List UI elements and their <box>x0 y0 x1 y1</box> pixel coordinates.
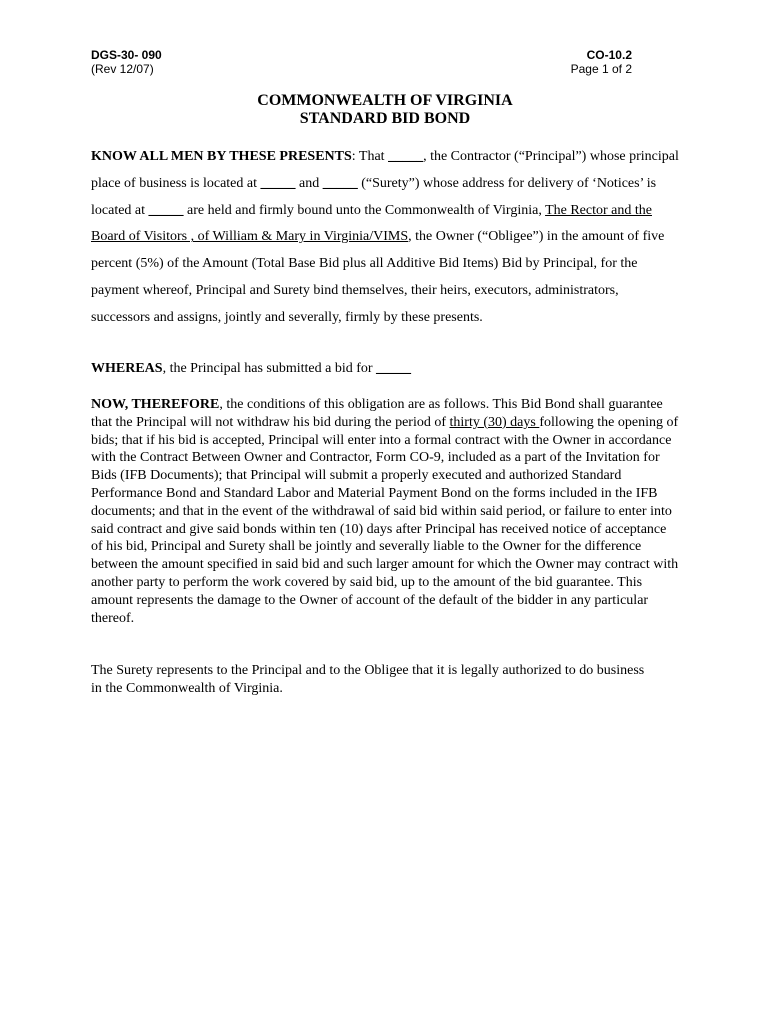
revision-date: (Rev 12/07) <box>91 62 154 76</box>
text-run: are held and firmly bound unto the Commonwealth of Virginia, <box>183 202 546 218</box>
bid-period: thirty (30) days <box>449 414 540 430</box>
surety-representation-paragraph: The Surety represents to the Principal and to the Obligee that it is legally authorized to do business in the Commonwealth of Virginia. <box>91 663 645 696</box>
paragraph-lead: WHEREAS <box>91 361 163 376</box>
document-title <box>0 92 770 128</box>
page-number: Page 1 of 2 <box>570 62 632 76</box>
now-therefore-paragraph <box>91 396 681 627</box>
bid-for-blank: _____ <box>376 361 412 376</box>
text-run: and <box>295 175 323 191</box>
header-right <box>571 48 632 76</box>
title-line-2: STANDARD BID BOND <box>299 110 471 127</box>
form-code: CO-10.2 <box>586 48 632 62</box>
text-run: , the Owner (“Obligee”) in the amount of five percent (5%) of the Amount (Total Base Bid plus all Additive Bid Items) Bid by Principal, for the payment whereof, Principal and Surety bind themselves, their heirs, executors, administrators, successors and assigns, jointly and severally, firmly by these presents. <box>91 229 665 325</box>
notices-address-blank: _____ <box>148 202 184 218</box>
text-run: , the Principal has submitted a bid for <box>162 361 377 376</box>
paragraph-lead: KNOW ALL MEN BY THESE PRESENTS <box>91 149 352 164</box>
title-line-1: COMMONWEALTH OF VIRGINIA <box>257 92 513 109</box>
principal-blank: _____ <box>388 149 424 164</box>
text-run: following the opening of bids; that if his bid is accepted, Principal will enter into a formal contract with the Owner in accordance with the Contract Between Owner and Contractor, Form CO-9, included as a part of the Invitation for Bids (IFB Documents); that Principal will submit a properly executed and authorized Standard Performance Bond and Standard Labor and Material Payment Bond on the forms included in the IFB documents; and that in the event of the withdrawal of said bid within said period, or failure to enter into said contract and give said bonds within ten (10) days after Principal has received notice of acceptance of his bid, Principal and Surety shall be jointly and severally liable to the Owner for the difference between the amount specified in said bid and such larger amount for which the Owner may contract with another party to perform the work covered by said bid, up to the amount of the bid guarantee. This amount represents the damage to the Owner of account of the default of the bidder in any particular thereof. <box>91 414 679 626</box>
paragraph-lead: NOW, THEREFORE <box>91 397 220 412</box>
text-run: , the conditions of this obligation are as follows. This Bid Bond shall guarantee that the Principal will not withdraw his bid during the period of <box>91 397 663 430</box>
header-left <box>91 48 162 76</box>
surety-blank: _____ <box>322 175 358 191</box>
form-number: DGS-30- 090 <box>91 48 162 62</box>
text-run: , the Contractor (“Principal”) whose principal place of business is located at <box>91 149 679 191</box>
text-run: : That <box>351 149 389 164</box>
owner-name: The Rector and the Board of Visitors , of William & Mary in Virginia/VIMS <box>91 202 652 245</box>
text-run: (“Surety”) whose address for delivery of ‘Notices’ is located at <box>91 175 657 218</box>
principal-address-blank: _____ <box>260 175 296 191</box>
know-all-men-paragraph <box>91 144 681 332</box>
whereas-paragraph <box>91 359 681 379</box>
